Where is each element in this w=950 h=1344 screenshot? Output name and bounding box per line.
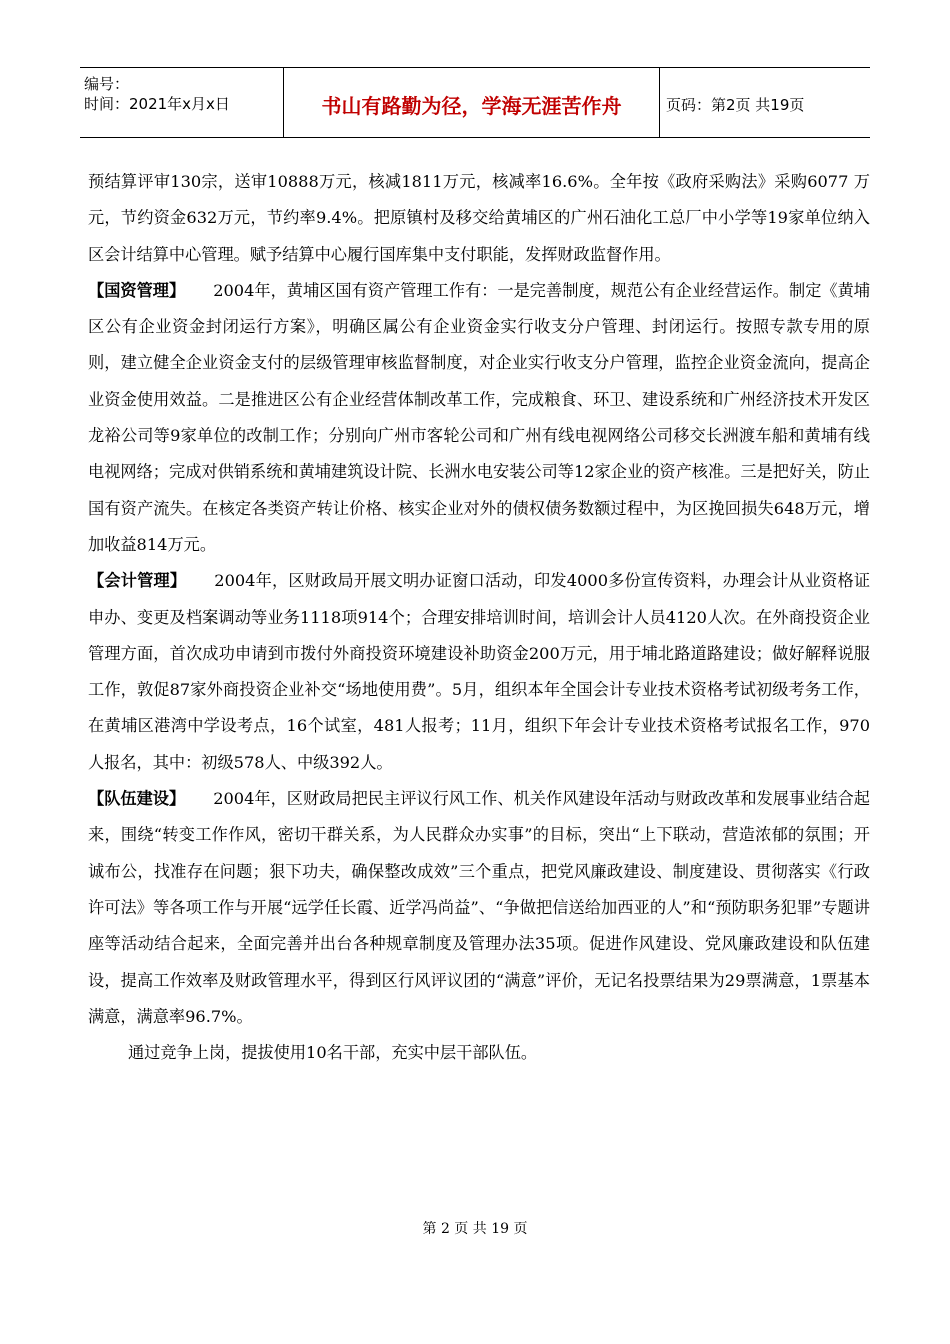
paragraph-text: 通过竞争上岗，提拔使用10名干部，充实中层干部队伍。: [128, 1043, 538, 1063]
section-tag: 【国资管理】: [88, 280, 186, 300]
section-tag: 【队伍建设】: [88, 789, 186, 809]
section-tag: 【会计管理】: [88, 571, 187, 591]
paragraph-2: [88, 563, 870, 781]
page-footer: 第 2 页 共 19 页: [422, 1221, 528, 1237]
header-page-label: 页码：第2页 共19页: [666, 96, 805, 114]
document-date-label: 时间：2021年x月x日: [84, 95, 230, 113]
paragraph-text: 2004年，区财政局把民主评议行风工作、机关作风建设年活动与财政改革和发展事业结合起来，围绕“转变工作作风，密切干群关系，为人民群众办实事”的目标，突出“上下联动，营造浓郁的氛围；开诚布公，找准存在问题；狠下功夫，确保整改成效”三个重点，把党风廉政建设、制度建设、贯彻落实《行政许可法》等各项工作与开展“远学任长霞、近学冯尚益”、“争做把信送给加西亚的人”和“预防职务犯罪”专题讲座等活动结合起来，全面完善并出台各种规章制度及管理办法35项。促进作风建设、党风廉政建设和队伍建设，提高工作效率及财政管理水平，得到区行风评议团的“满意”评价，无记名投票结果为29票满意，1票基本满意，满意率96.7%。: [88, 789, 870, 1026]
header-info-cell: [80, 68, 284, 137]
document-number-label: 编号：: [84, 75, 130, 93]
page-header: [80, 67, 870, 138]
paragraph-text: 2004年，黄埔区国有资产管理工作有：一是完善制度，规范公有企业经营运作。制定《黄埔区公有企业资金封闭运行方案》，明确区属公有企业资金实行收支分户管理、封闭运行。按照专款专用的原则，建立健全企业资金支付的层级管理审核监督制度，对企业实行收支分户管理，监控企业资金流向，提高企业资金使用效益。二是推进区公有企业经营体制改革工作，完成粮食、环卫、建设系统和广州经济技术开发区龙裕公司等9家单位的改制工作；分别向广州市客轮公司和广州有线电视网络公司移交长洲渡车船和黄埔有线电视网络；完成对供销系统和黄埔建筑设计院、长洲水电安装公司等12家企业的资产核准。三是把好关，防止国有资产流失。在核定各类资产转让价格、核实企业对外的债权债务数额过程中，为区挽回损失648万元，增加收益814万元。: [88, 280, 870, 554]
paragraph-3: [88, 781, 870, 1035]
paragraph-4: [88, 1035, 870, 1071]
paragraph-text: 2004年，区财政局开展文明办证窗口活动，印发4000多份宣传资料，办理会计从业资格证申办、变更及档案调动等业务1118项914个；合理安排培训时间，培训会计人员4120人次。在外商投资企业管理方面，首次成功申请到市拨付外商投资环境建设补助资金200万元，用于埔北路道路建设；做好解释说服工作，敦促87家外商投资企业补交“场地使用费”。5月，组织本年全国会计专业技术资格考试初级考务工作，在黄埔区港湾中学设考点，16个试室，481人报考；11月，组织下年会计专业技术资格考试报名工作，970人报名，其中：初级578人、中级392人。: [88, 571, 871, 772]
document-body: [88, 164, 870, 1071]
header-motto: 书山有路勤为径，学海无涯苦作舟: [284, 68, 660, 137]
paragraph-1: [88, 273, 870, 563]
paragraph-text: 预结算评审130宗，送审10888万元，核减1811万元，核减率16.6%。全年按《政府采购法》采购6077 万元，节约资金632万元，节约率9.4%。把原镇村及移交给黄埔区的广州石油化工总厂中小学等19家单位纳入区会计结算中心管理。赋予结算中心履行国库集中支付职能，发挥财政监督作用。: [88, 172, 870, 264]
paragraph-0: [88, 164, 870, 273]
